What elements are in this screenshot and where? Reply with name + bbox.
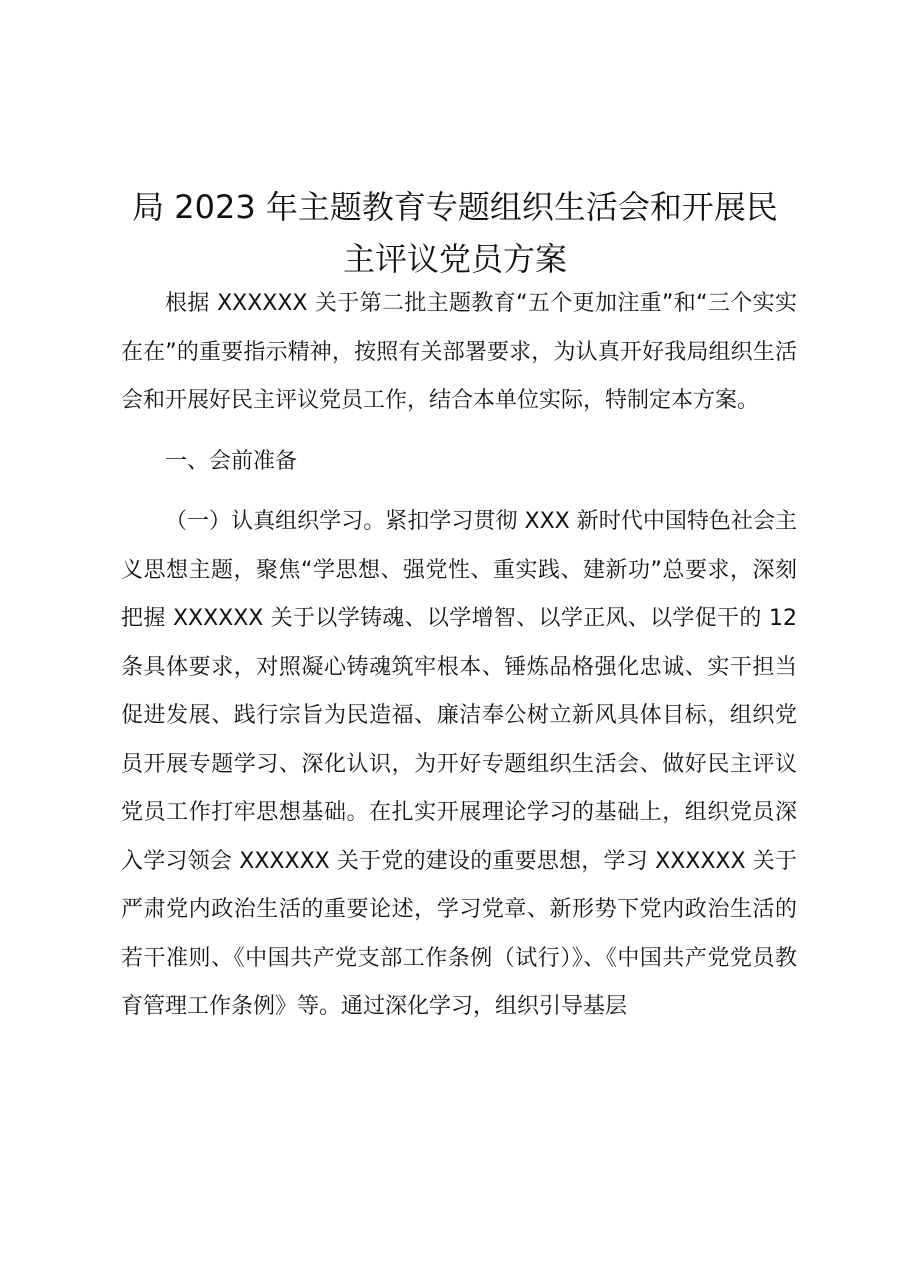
section-heading: 一、会前准备 <box>165 448 298 474</box>
document-title <box>110 181 800 285</box>
title-line-2: 主评议党员方案 <box>342 240 567 279</box>
document-body <box>121 280 797 1032</box>
intro-paragraph: 根据 XXXXXX 关于第二批主题教育“五个更加注重”和“三个实实在在”的重要指示精神，按照有关部署要求，为认真开好我局组织生活会和开展好民主评议党员工作，结合本单位实际，特制定本方案。 <box>121 291 797 413</box>
title-line-1: 局 2023 年主题教育专题组织生活会和开展民 <box>132 188 778 227</box>
study-paragraph: （一）认真组织学习。紧扣学习贯彻 XXX 新时代中国特色社会主义思想主题，聚焦“学思想、强党性、重实践、建新功”总要求，深刻把握 XXXXXX 关于以学铸魂、以学增智、以学正风、以学促干的 12 条具体要求，对照凝心铸魂筑牢根本、锤炼品格强化忠诚、实干担当促进发展、践行宗旨为民造福、廉洁奉公树立新风具体目标，组织党员开展专题学习、深化认识，为开好专题组织生活会、做好民主评议党员工作打牢思想基础。在扎实开展理论学习的基础上，组织党员深入学习领会 XXXXXX 关于党的建设的重要思想，学习 XXXXXX 关于严肃党内政治生活的重要论述，学习党章、新形势下党内政治生活的若干准则、《中国共产党支部工作条例（试行）》、《中国共产党党员教育管理工作条例》等。通过深化学习，组织引导基层 <box>121 509 797 1019</box>
